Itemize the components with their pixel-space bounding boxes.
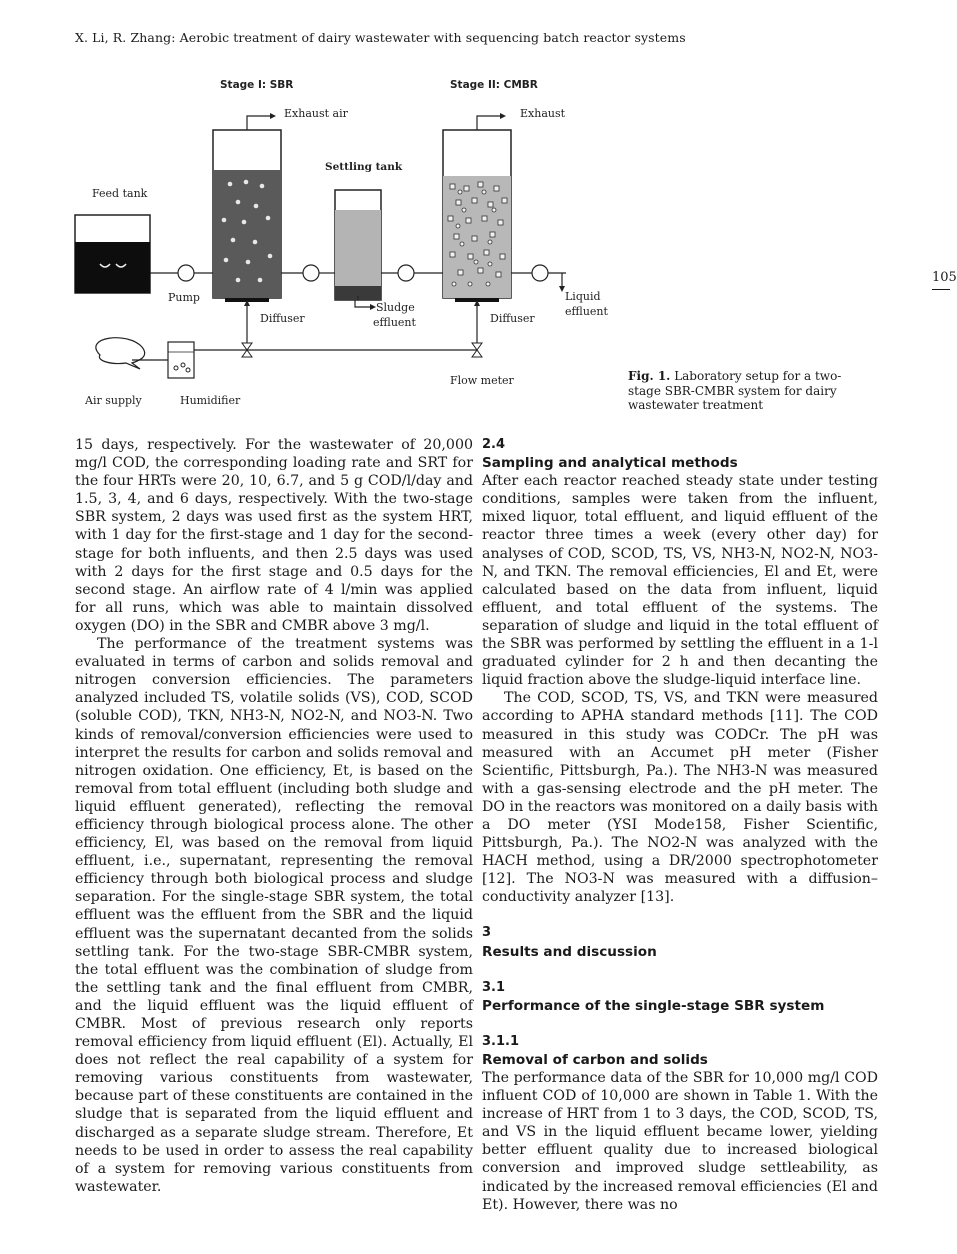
paragraph-hrt-details: 15 days, respectively. For the wastewater of 20,000 mg/l COD, the corresponding loading rate and SRT for the four HRTs were 20, 10, 6.7, and 5 g COD/l/day and 1.5, 3, 4, and 6 days, respectively. With the two-stage SBR system, 2 days was used first as the system HRT, with 1 day for the first-stage and 1 day for the second-stage for both influents, and then 2.5 days was used with 2 days for the first stage and 0.5 days for the second stage. An airflow rate of 4 l/min was applied for all runs, which was able to maintain dissolved oxygen (DO) in the SBR and CMBR above 3 mg/l. xyxy=(75,437,473,634)
sbr-reactor xyxy=(213,130,281,302)
paragraph-analytical-methods: The COD, SCOD, TS, VS, and TKN were measured according to APHA standard methods [11]. The COD measured in this study was CODCr. The pH was measured with an Accumet pH meter (Fisher Scientific, Pittsburgh, Pa.). The NH3-N was measured with a gas-sensing electrode and the pH meter. The DO in the reactors was monitored on a daily basis with a DO meter (YSI Mode158, Fisher Scientific, Pittsburgh, Pa.). The NO2-N was analyzed with the HACH method, using a DR/2000 spectrophotometer [12]. The NO3-N was measured with a diffusion–conductivity analyzer [13]. xyxy=(482,690,878,906)
feed-tank-label: Feed tank xyxy=(92,187,148,200)
pump-1-icon xyxy=(178,265,194,281)
pump-4-icon xyxy=(532,265,548,281)
liquid-effluent-label-1: Liquid xyxy=(565,290,601,303)
figure-1-schematic xyxy=(70,70,610,420)
section-3-title: Results and discussion xyxy=(482,943,657,960)
settling-tank-label: Settling tank xyxy=(325,161,403,173)
pump-label: Pump xyxy=(168,291,200,304)
page-number-rule xyxy=(932,289,950,290)
stage2-label: Stage II: CMBR xyxy=(450,79,538,91)
section-3-1-1-number: 3.1.1 xyxy=(482,1033,520,1049)
diffuser-2-label: Diffuser xyxy=(490,312,535,325)
air-supply-icon xyxy=(96,338,145,369)
sludge-effluent-label-1: Sludge xyxy=(376,301,415,314)
section-2-4-title: Sampling and analytical methods xyxy=(482,455,738,472)
paragraph-carbon-solids-removal: The performance data of the SBR for 10,000 mg/l COD influent COD of 10,000 are shown in Table 1. With the increase of HRT from 1 to 3 days, the COD, SCOD, TS, and VS in the liquid effluent became lower, yielding better effluent quality due to increased biological conversion and improved sludge settleability, as indicated by the increased removal efficiencies (El and Et). However, there was no xyxy=(482,1070,878,1213)
stage1-label: Stage I: SBR xyxy=(220,79,294,91)
humidifier-label: Humidifier xyxy=(180,394,241,407)
section-3-number: 3 xyxy=(482,925,492,941)
schematic-svg xyxy=(70,70,610,420)
cmbr-reactor xyxy=(443,130,511,302)
right-column xyxy=(482,436,878,1214)
section-3-1-number: 3.1 xyxy=(482,979,506,995)
sludge-effluent-label-2: effluent xyxy=(373,316,416,329)
paragraph-performance-evaluation: The performance of the treatment systems was evaluated in terms of carbon and solids removal and nitrogen conversion efficiencies. The parameters analyzed included TS, volatile solids (VS), COD, SCOD (soluble COD), TKN, NH3-N, NO2-N, and NO3-N. Two kinds of removal/conversion efficiencies were used to interpret the results for carbon and solids removal and nitrogen oxidation. One efficiency, Et, is based on the removal from total effluent (including both sludge and liquid effluent generated), reflecting the removal efficiency through biological process alone. The other efficiency, El, was based on the removal from liquid effluent, i.e., supernatant, representing the removal efficiency through both biological process and sludge separation. For the single-stage SBR system, the total effluent was the effluent from the SBR and the liquid effluent was the supernatant decanted from the solids settling tank. For the two-stage SBR-CMBR system, the total effluent was the combination of sludge from the settling tank and the final effluent from CMBR, and the liquid effluent was the liquid effluent of CMBR. Most of previous research only reports removal efficiency from liquid effluent (El). Actually, El does not reflect the real capability of a system for removing various constituents from wastewater, because part of these constituents are contained in the sludge that is separated from the liquid effluent and discharged as a separate sludge stream. Therefore, Et needs to be used in order to assess the real capability of a system for removing various constituents from wastewater. xyxy=(75,636,473,1195)
section-3-1-title: Performance of the single-stage SBR system xyxy=(482,997,825,1014)
figure-caption xyxy=(628,369,873,413)
figure-caption-label: Fig. 1. xyxy=(628,369,671,383)
flow-meter-label: Flow meter xyxy=(450,374,514,387)
section-2-4-number: 2.4 xyxy=(482,437,506,452)
page-number: 105 xyxy=(932,270,957,285)
paragraph-sampling: After each reactor reached steady state under testing conditions, samples were taken from the influent, mixed liquor, total effluent, and liquid effluent of the reactor three times a week (every other day) for analyses of COD, SCOD, TS, VS, NH3-N, NO2-N, NO3-N, and TKN. The removal efficiencies, El and Et, were calculated based on the data from influent, liquid effluent, and total effluent of the systems. The separation of sludge and liquid in the total effluent of the SBR was performed by settling the effluent in a 1-l graduated cylinder for 2 h and then decanting the liquid fraction above the sludge-liquid interface line. xyxy=(482,473,878,689)
pump-2-icon xyxy=(303,265,319,281)
settling-tank xyxy=(335,190,381,300)
section-3-1-1-title: Removal of carbon and solids xyxy=(482,1051,708,1068)
pump-3-icon xyxy=(398,265,414,281)
feed-tank xyxy=(75,215,150,293)
figure-caption-text: Laboratory setup for a two-stage SBR-CMBR system for dairy wastewater treatment xyxy=(628,369,842,412)
running-head: X. Li, R. Zhang: Aerobic treatment of dairy wastewater with sequencing batch reactor systems xyxy=(75,30,686,45)
air-supply-label: Air supply xyxy=(85,394,142,407)
exhaust-label: Exhaust xyxy=(520,107,566,120)
left-column xyxy=(75,436,473,1196)
liquid-effluent-label-2: effluent xyxy=(565,305,608,318)
humidifier xyxy=(168,342,194,378)
diffuser-1-label: Diffuser xyxy=(260,312,305,325)
exhaust-air-label: Exhaust air xyxy=(284,107,348,120)
